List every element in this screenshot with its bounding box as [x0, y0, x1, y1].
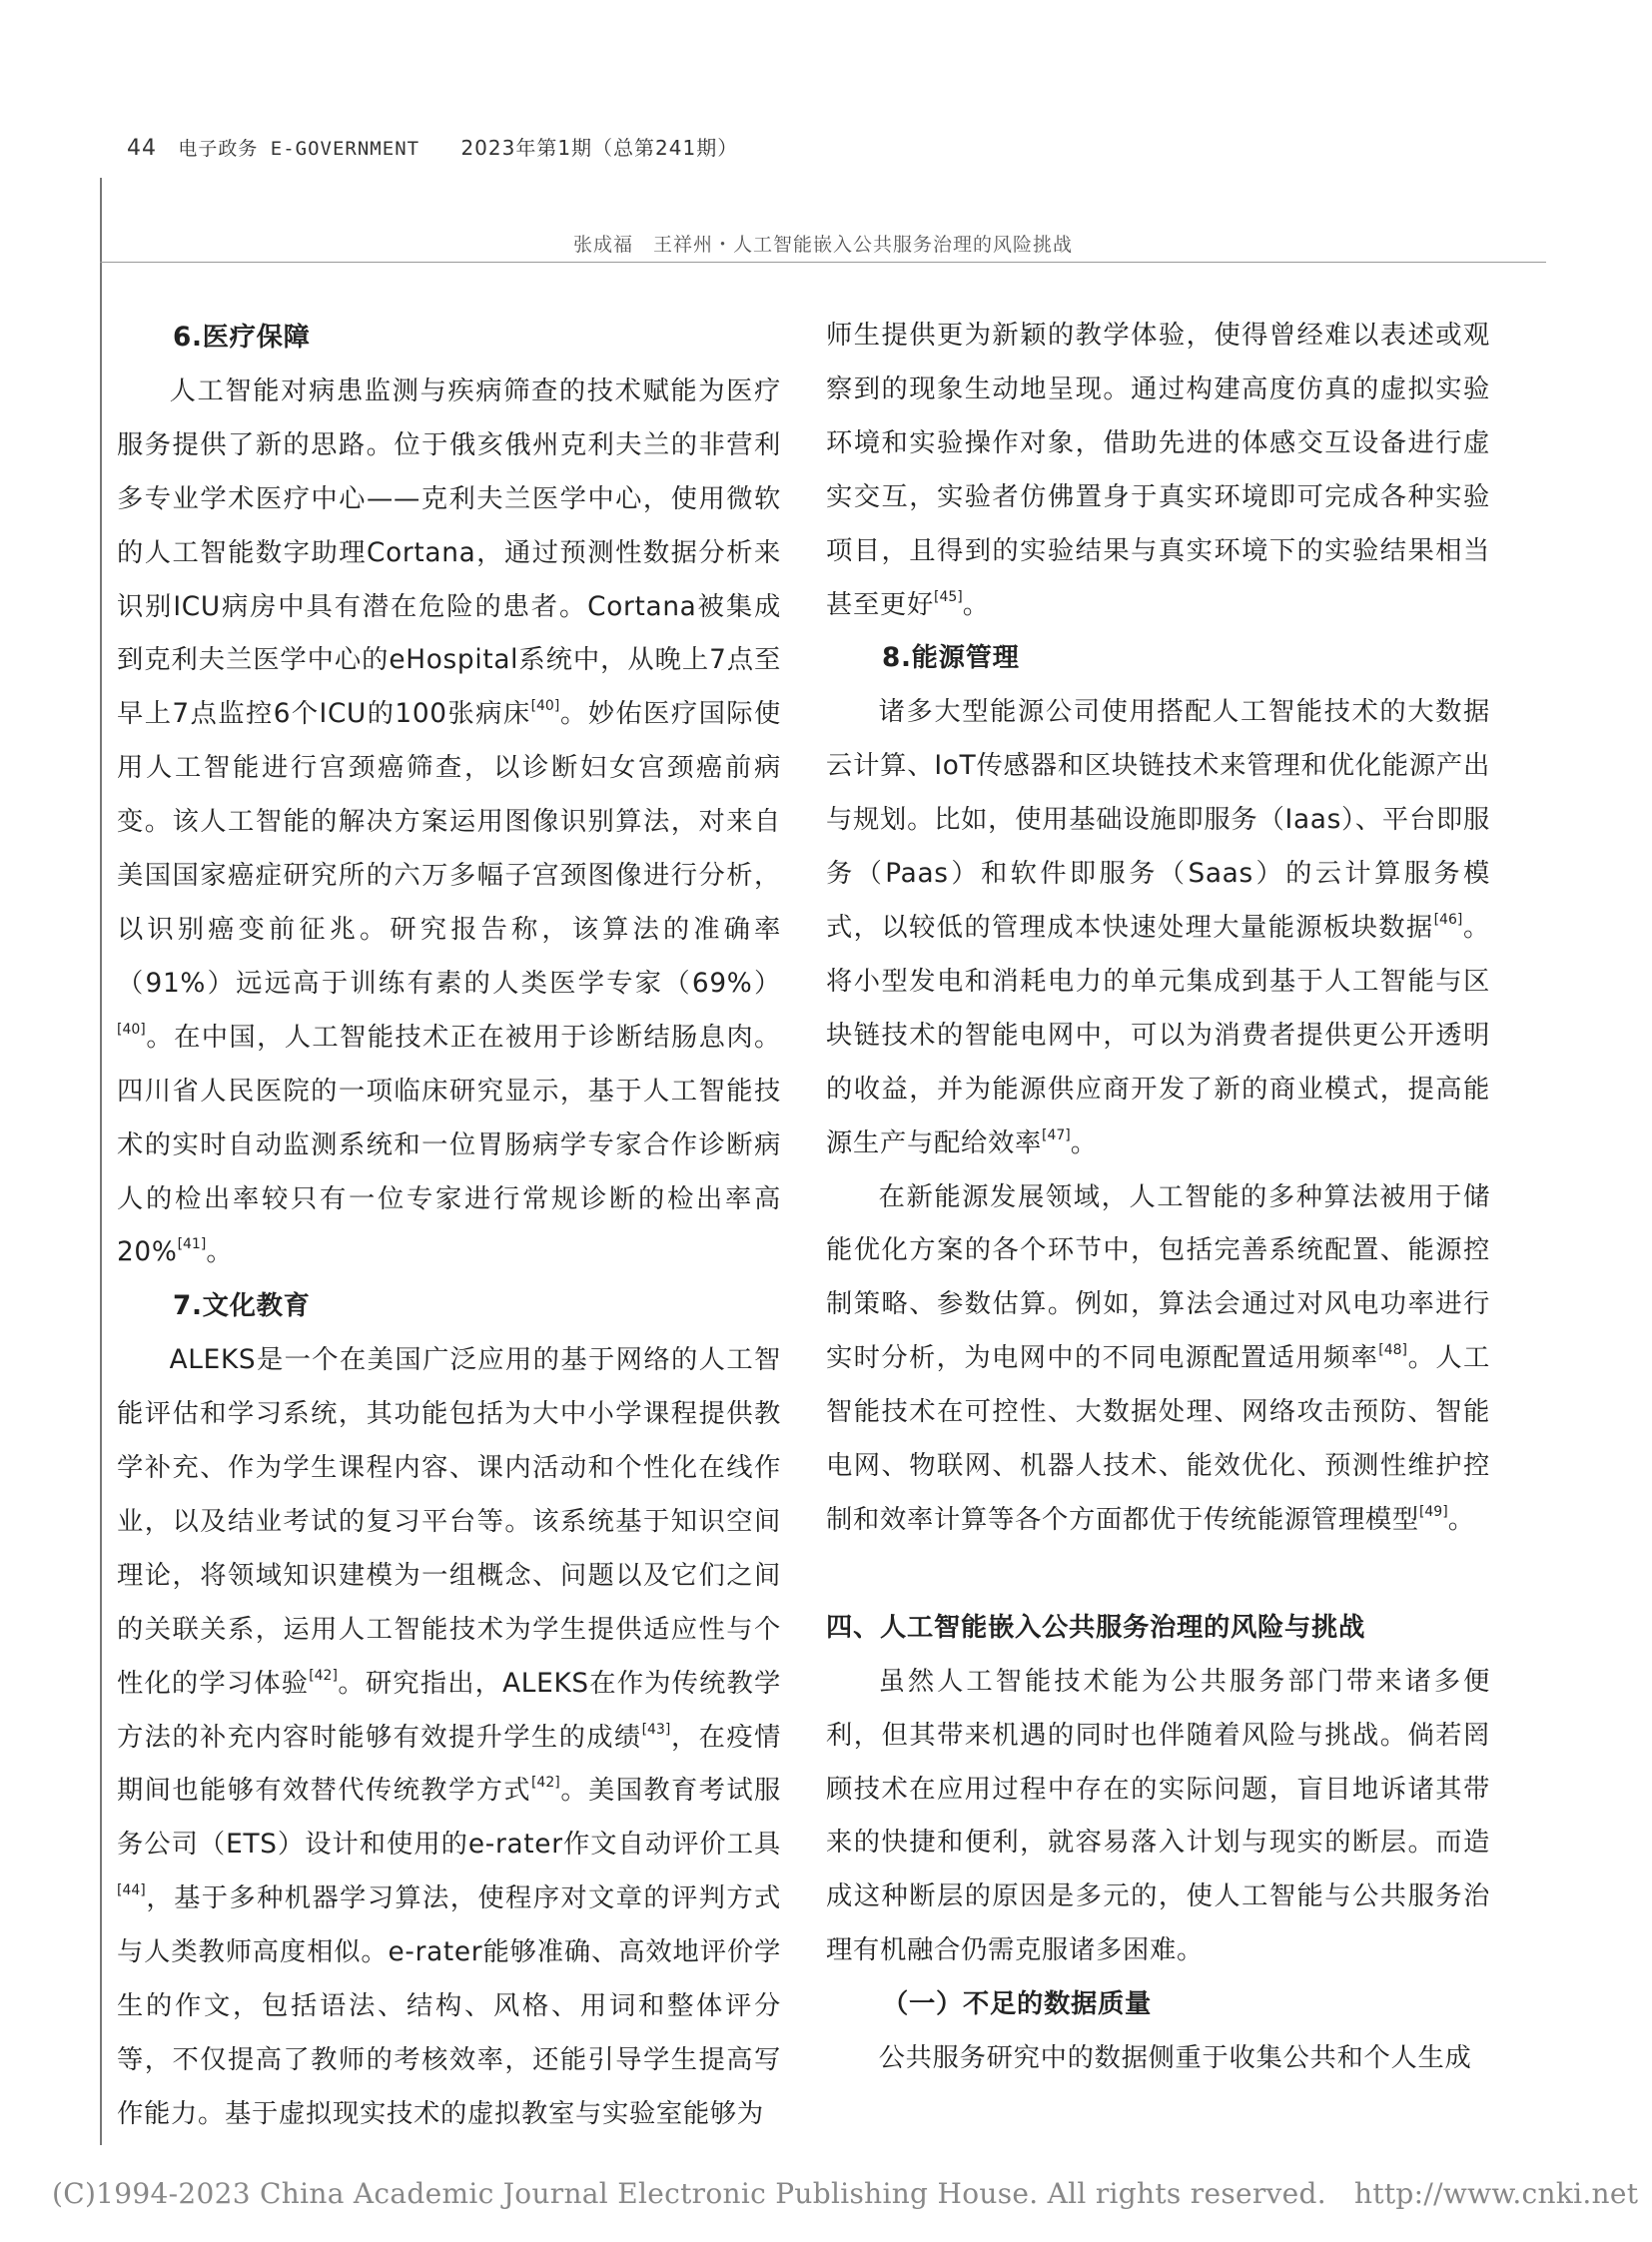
paragraph-energy-1: 诸多大型能源公司使用搭配人工智能技术的大数据云计算、IoT传感器和区块链技术来管理和优化能源产出与规划。比如，使用基础设施即服务（Iaas）、平台即服务（Paas）和软件即服务（Saas）的云计算服务模式，以较低的管理成本快速处理大量能源板块数据[46]。将小型发电和消耗电力的单元集成到基于人工智能与区块链技术的智能电网中，可以为消费者提供更公开透明的收益，并为能源供应商开发了新的商业模式，提高能源生产与配给效率[47]。	[826, 697, 1490, 1158]
citation-ref: [47]	[1041, 1126, 1071, 1143]
paragraph-vr-continued: 师生提供更为新颖的教学体验，使得曾经难以表述或观察到的现象生动地呈现。通过构建高度仿真的虚拟实验环境和实验操作对象，借助先进的体感交互设备进行虚实交互，实验者仿佛置身于真实环境即可完成各种实验项目，且得到的实验结果与真实环境下的实验结果相当甚至更好[45]。	[826, 321, 1490, 620]
citation-ref: [49]	[1418, 1503, 1448, 1520]
running-head	[127, 132, 738, 161]
copyright-footer	[52, 2177, 1638, 2210]
heading-section-4: 四、人工智能嵌入公共服务治理的风险与挑战	[826, 1612, 1365, 1643]
citation-ref: [40]	[530, 698, 560, 715]
citation-ref: [43]	[641, 1721, 671, 1738]
left-column	[117, 312, 781, 2142]
paragraph-section-4: 虽然人工智能技术能为公共服务部门带来诸多便利，但其带来机遇的同时也伴随着风险与挑战。倘若罔顾技术在应用过程中存在的实际问题，盲目地诉诸其带来的快捷和便利，就容易落入计划与现实的断层。而造成这种断层的原因是多元的，使人工智能与公共服务治理有机融合仍需克服诸多困难。	[826, 1666, 1490, 1966]
citation-ref: [45]	[934, 588, 963, 605]
citation-ref: [42]	[309, 1667, 338, 1684]
left-margin-rule	[100, 178, 102, 2145]
section-gap	[826, 1548, 1490, 1602]
citation-ref: [44]	[117, 1882, 146, 1899]
journal-issue: 2023年第1期（总第241期）	[460, 136, 739, 160]
heading-energy: 8.能源管理	[882, 643, 1020, 674]
citation-ref: [42]	[530, 1775, 560, 1792]
citation-ref: [41]	[177, 1236, 207, 1253]
journal-name: 电子政务 E-GOVERNMENT	[178, 138, 420, 160]
paragraph-data-quality: 公共服务研究中的数据侧重于收集公共和个人生成	[878, 2043, 1472, 2074]
paragraph-energy-2: 在新能源发展领域，人工智能的多种算法被用于储能优化方案的各个环节中，包括完善系统配置、能源控制策略、参数估算。例如，算法会通过对风电功率进行实时分析，为电网中的不同电源配置适用频率[48]。人工智能技术在可控性、大数据处理、网络攻击预防、智能电网、物联网、机器人技术、能效优化、预测性维护控制和效率计算等各个方面都优于传统能源管理模型[49]。	[826, 1181, 1491, 1535]
cnki-url: http://www.cnki.net	[1353, 2177, 1639, 2210]
heading-data-quality: （一）不足的数据质量	[882, 1989, 1152, 2020]
citation-ref: [46]	[1433, 911, 1463, 928]
heading-medical: 6.医疗保障	[173, 323, 311, 353]
page-number: 44	[127, 136, 157, 161]
citation-ref: [40]	[117, 1021, 146, 1038]
paragraph-medical: 人工智能对病患监测与疾病筛查的技术赋能为医疗服务提供了新的思路。位于俄亥俄州克利夫兰的非营利多专业学术医疗中心——克利夫兰医学中心，使用微软的人工智能数字助理Cortana，通过预测性数据分析来识别ICU病房中具有潜在危险的患者。Cortana被集成到克利夫兰医学中心的eHospital系统中，从晚上7点至早上7点监控6个ICU的100张病床[40]。妙佑医疗国际使用人工智能进行宫颈癌筛查，以诊断妇女宫颈癌前病变。该人工智能的解决方案运用图像识别算法，对来自美国国家癌症研究所的六万多幅子宫颈图像进行分析，以识别癌变前征兆。研究报告称，该算法的准确率（91%）远远高于训练有素的人类医学专家（69%）[40]。在中国，人工智能技术正在被用于诊断结肠息肉。四川省人民医院的一项临床研究显示，基于人工智能技术的实时自动监测系统和一位胃肠病学专家合作诊断病人的检出率较只有一位专家进行常规诊断的检出率高20%[41]。	[117, 375, 781, 1268]
paragraph-education: ALEKS是一个在美国广泛应用的基于网络的人工智能评估和学习系统，其功能包括为大中小学课程提供教学补充、作为学生课程内容、课内活动和个性化在线作业，以及结业考试的复习平台等。该系统基于知识空间理论，将领域知识建模为一组概念、问题以及它们之间的关联关系，运用人工智能技术为学生提供适应性与个性化的学习体验[42]。研究指出，ALEKS在作为传统教学方法的补充内容时能够有效提升学生的成绩[43]，在疫情期间也能够有效替代传统教学方式[42]。美国教育考试服务公司（ETS）设计和使用的e-rater作文自动评价工具[44]，基于多种机器学习算法，使程序对文章的评判方式与人类教师高度相似。e-rater能够准确、高效地评价学生的作文，包括语法、结构、风格、用词和整体评分等，不仅提高了教师的考核效率，还能引导学生提高写作能力。基于虚拟现实技术的虚拟教室与实验室能够为	[117, 1345, 782, 2129]
copyright-text: (C)1994-2023 China Academic Journal Electronic Publishing House. All rights reserved.	[52, 2177, 1326, 2210]
article-running-title: 张成福 王祥州・人工智能嵌入公共服务治理的风险挑战	[572, 234, 1073, 256]
heading-education: 7.文化教育	[173, 1291, 311, 1322]
citation-ref: [48]	[1378, 1342, 1408, 1359]
right-column	[826, 310, 1490, 2086]
header-rule	[100, 262, 1546, 263]
